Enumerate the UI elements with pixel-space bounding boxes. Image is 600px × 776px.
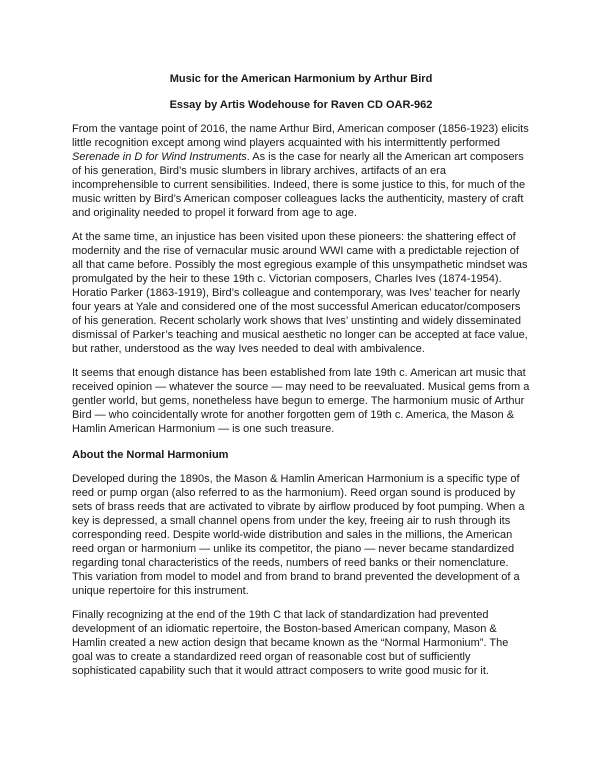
paragraph-reevaluation: It seems that enough distance has been established from late 19th c. American art music that received opinion — whatever the source — may need to be reevaluated. Musical gems from a gentler world, but gems, nonetheless have begun to emerge. The harmonium music of Arthur Bird — who coincidentally wrote for another forgotten gem of 19th c. America, the Mason & Hamlin American Harmonium — is one such treasure. [72,367,530,435]
paragraph-intro-after: . As is the case for nearly all the American art composers of his generation, Bird’s music slumbers in library archives, artifacts of an era incomprehensible to current sensibilities. Indeed, there is some justice to this, for much of the music written by Bird’s American composer colleagues lacks the authenticity, mastery of craft and originality needed to propel it forward from age to age. [72,151,526,219]
paragraph-intro [72,122,530,220]
document-title: Music for the American Harmonium by Arthur Bird [169,73,433,85]
paragraph-injustice: At the same time, an injustice has been visited upon these pioneers: the shattering effect of modernity and the rise of vernacular music around WWI came with a predictable rejection of all that came before. Possibly the most egregious example of this unsympathetic mindset was promulgated by the heir to these 19th c. Victorian composers, Charles Ives (1874-1954). Horatio Parker (1863-1919), Bird’s colleague and contemporary, was Ives’ teacher for nearly four years at Yale and considered one of the most successful American educator/composers of his generation. Recent scholarly work shows that Ives’ unstinting and widely disseminated dismissal of Parker’s teaching and musical aesthetic no longer can be accepted at face value, but rather, understood as the way Ives needed to deal with ambivalence. [72,231,528,355]
paragraph-harmonium-development: Developed during the 1890s, the Mason & Hamlin American Harmonium is a specific type of reed or pump organ (also referred to as the harmonium). Reed organ sound is produced by sets of brass reeds that are activated to vibrate by airflow produced by foot pumping. When a key is depressed, a small channel opens from under the key, freeing air to rush through its corresponding reed. Despite world-wide distribution and sales in the millions, the American reed organ or harmonium — unlike its competitor, the piano — never became standardized regarding tonal characteristics of the reeds, numbers of reed banks or their nomenclature. This variation from model to model and from brand to brand prevented the development of a unique repertoire for this instrument. [72,473,525,597]
serenade-title: Serenade in D for Wind Instruments [72,151,247,163]
paragraph-intro-before: From the vantage point of 2016, the name Arthur Bird, American composer (1856-1923) elicits little recognition except among wind players acquainted with his intermittently performed [72,123,529,149]
document-page [72,64,530,678]
paragraph-normal-harmonium: Finally recognizing at the end of the 19th C that lack of standardization had prevented development of an idiomatic repertoire, the Boston-based American company, Mason & Hamlin created a new action design that became known as the “Normal Harmonium”. The goal was to create a standardized reed organ of reasonable cost but of sufficiently sophisticated capability such that it would attract composers to write good music for it. [72,609,509,677]
section-heading: About the Normal Harmonium [72,449,229,461]
document-subtitle: Essay by Artis Wodehouse for Raven CD OAR-962 [169,99,433,111]
